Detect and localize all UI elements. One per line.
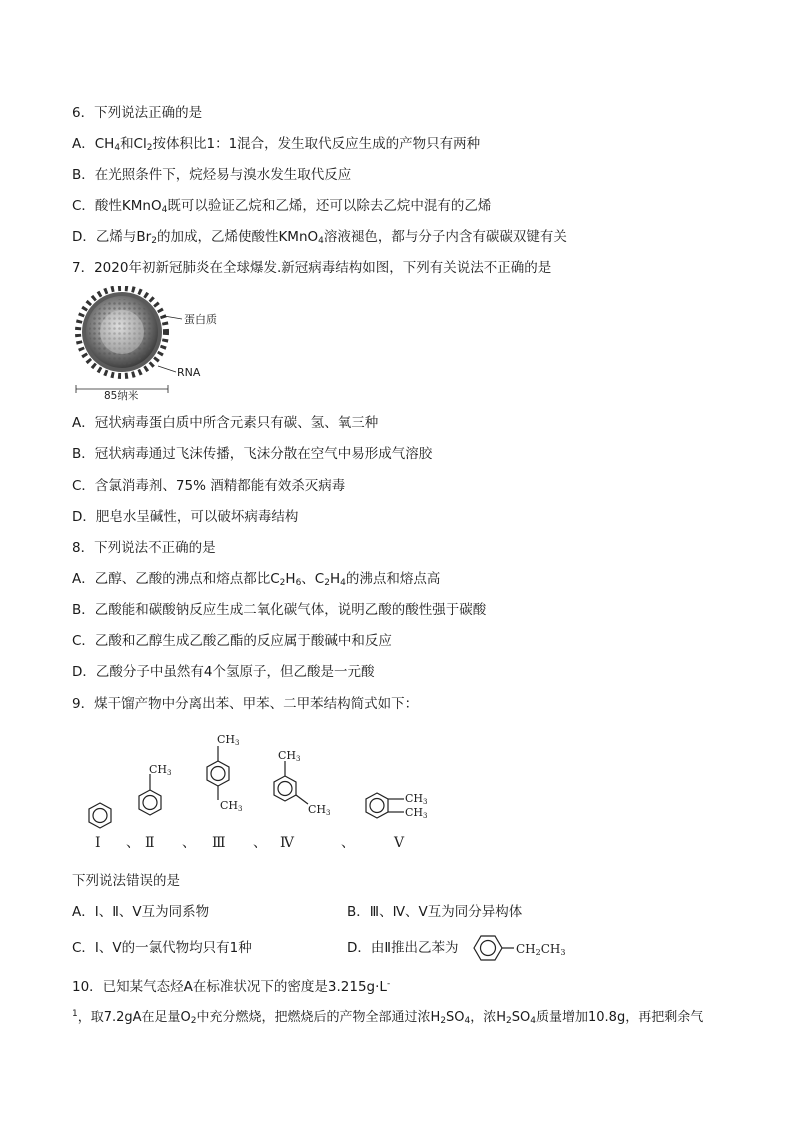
q6-option-d: D．乙烯与$Br_2$的加成，乙烯使酸性KMnO$_4$溶液褪色，都与分子内含有碳碳双键有关 [72,229,567,246]
q8-option-b: B．乙酸能和碳酸钠反应生成二氧化碳气体，说明乙酸的酸性强于碳酸 [72,602,487,618]
svg-text:CH3: CH3 [405,792,428,806]
q6-option-c: C．酸性KMnO$_4$既可以验证乙烷和乙烯，还可以除去乙烷中混有的乙烯 [72,198,492,215]
svg-text:CH2CH3: CH2CH3 [516,942,566,957]
q8-option-d: D．乙酸分子中虽然有4个氢原子，但乙酸是一元酸 [72,664,375,680]
q10-line1: 10．已知某气态烃A在标准状况下的密度是3.215g·L- [72,979,391,995]
q9-stem: 9．煤干馏产物中分离出苯、甲苯、二甲苯结构简式如下： [72,696,419,712]
q8-stem: 8．下列说法不正确的是 [72,540,216,556]
structure-m-xylene [274,761,308,804]
svg-text:、: 、 [182,835,196,849]
q8-option-c: C．乙酸和乙醇生成乙酸乙酯的反应属于酸碱中和反应 [72,633,392,649]
q8-option-a: A．乙醇、乙酸的沸点和熔点都比$C_2H_6$、$C_2H_4$的沸点和熔点高 [72,571,441,588]
q7-option-b: B．冠状病毒通过飞沫传播，飞沫分散在空气中易形成气溶胶 [72,446,433,462]
label-scale: 85纳米 [104,390,139,402]
svg-text:、: 、 [341,835,355,849]
q6-stem: 6．下列说法正确的是 [72,105,203,121]
svg-text:、: 、 [253,835,267,849]
label-i: Ⅰ [95,835,101,849]
label-iii: Ⅲ [212,835,226,849]
label-v: Ⅴ [394,835,405,849]
svg-text:CH3: CH3 [217,733,240,747]
label-protein: 蛋白质 [184,313,217,326]
svg-text:CH3: CH3 [405,806,428,820]
q9-option-b: B．Ⅲ、Ⅳ、Ⅴ互为同分异构体 [347,904,523,920]
q7-option-c: C．含氯消毒剂、75% 酒精都能有效杀灭病毒 [72,478,346,494]
svg-text:CH3: CH3 [278,749,301,763]
ethylbenzene-structure [470,930,580,966]
aromatic-structures [72,724,472,849]
label-rna: RNA [177,366,201,379]
label-ii: Ⅱ [145,835,155,849]
q9-option-c: C．Ⅰ、Ⅴ的一氯代物均只有1种 [72,940,252,956]
structure-o-xylene [366,793,404,818]
q7-option-d: D．肥皂水呈碱性，可以破坏病毒结构 [72,509,299,525]
q6-option-a: A．$CH_4$和$Cl_2$按体积比1：1混合，发生取代反应生成的产物只有两种 [72,136,481,153]
structure-p-xylene [207,746,229,800]
svg-text:CH3: CH3 [220,799,243,813]
svg-text:CH3: CH3 [308,803,331,817]
q9-question: 下列说法错误的是 [72,873,180,889]
virus-structure-figure [72,286,232,402]
structure-benzene [89,803,111,828]
svg-text:CH3: CH3 [149,763,172,777]
q10-line2: $^1$，取7.2gA在足量$O_2$中充分燃烧，把燃烧后的产物全部通过浓$H_2SO_4$，浓$H_2SO_4$质量增加10.8g，再把剩余气 [72,1009,704,1026]
q6-option-b: B．在光照条件下，烷烃易与溴水发生取代反应 [72,167,352,183]
svg-text:、: 、 [126,835,140,849]
q9-option-d: D．由Ⅱ推出乙苯为 [347,940,459,956]
q9-option-a: A．Ⅰ、Ⅱ、Ⅴ互为同系物 [72,904,210,920]
q7-stem: 7．2020年初新冠肺炎在全球爆发.新冠病毒结构如图，下列有关说法不正确的是 [72,260,552,276]
label-iv: Ⅳ [280,835,294,849]
structure-toluene [139,774,161,815]
q7-option-a: A．冠状病毒蛋白质中所含元素只有碳、氢、氧三种 [72,415,379,431]
